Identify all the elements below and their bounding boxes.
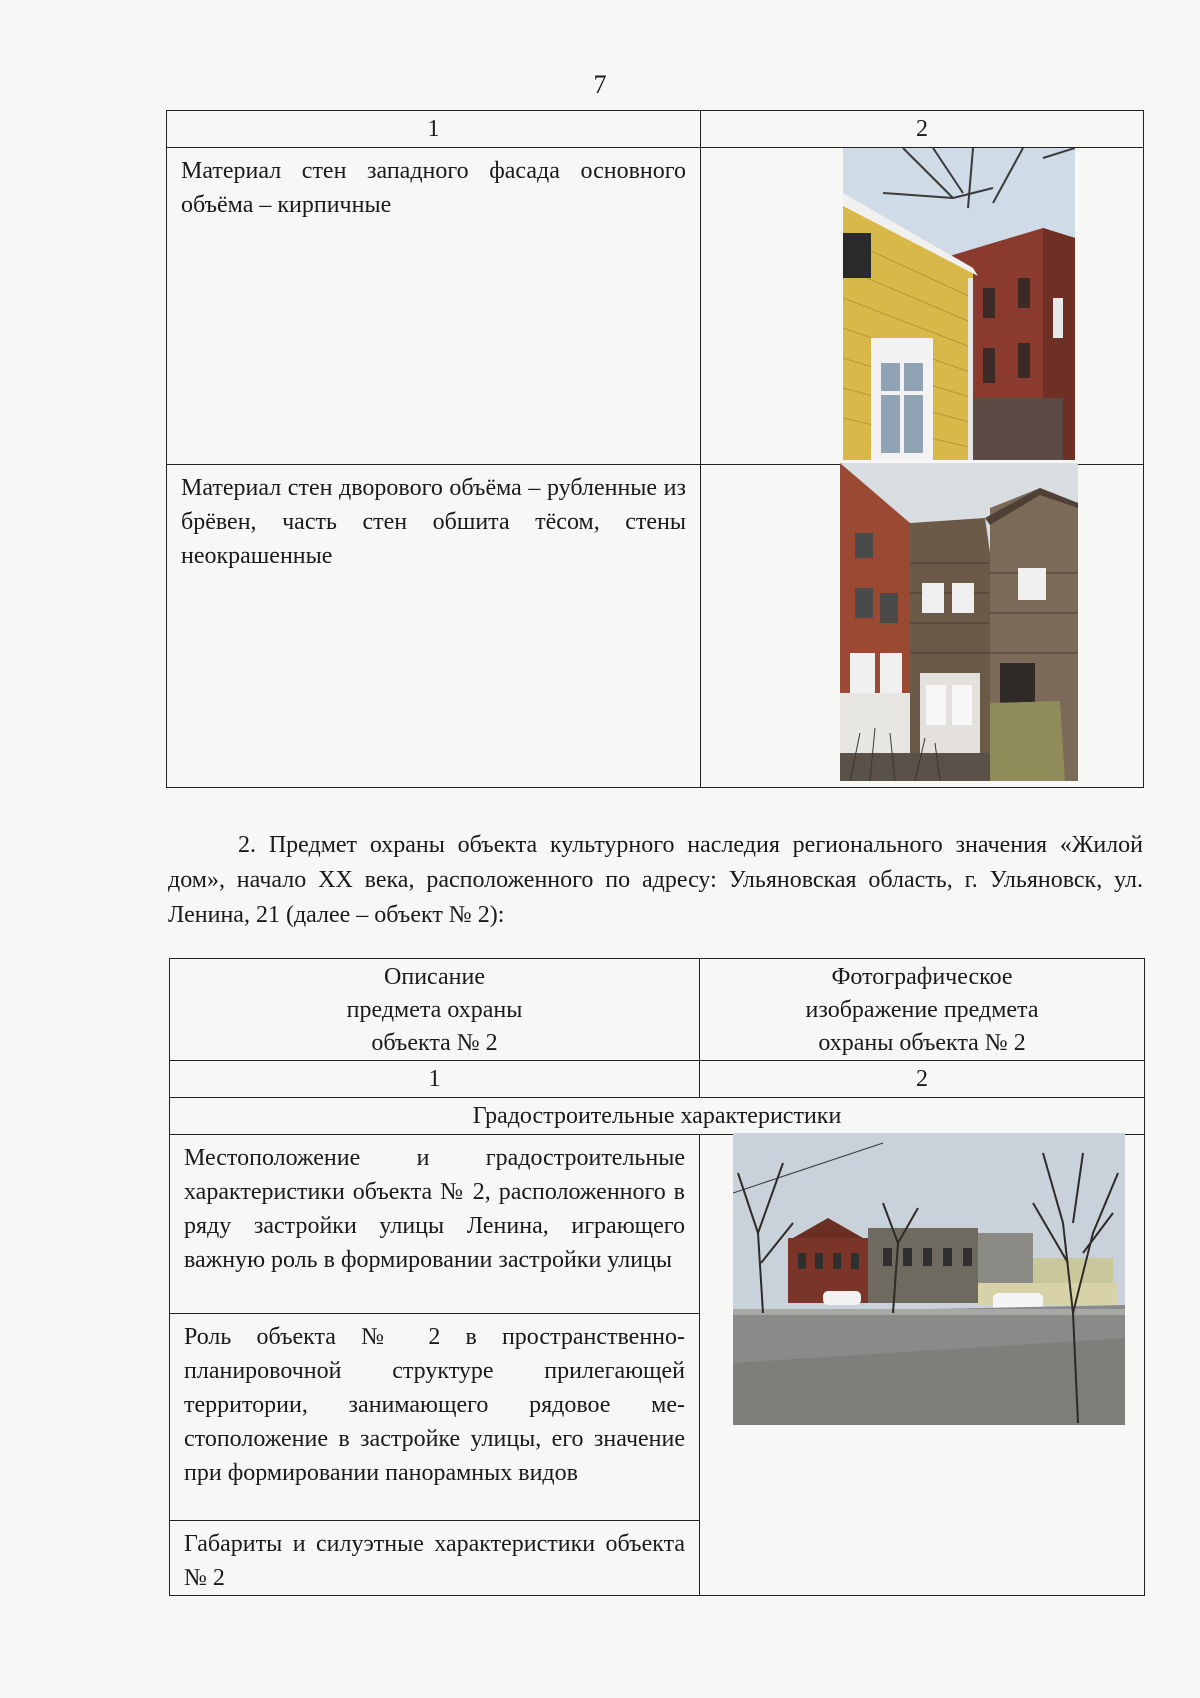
section-paragraph: 2. Предмет охраны объекта культурного наследия регионального значения «Жилой дом», начало XX века, расположенного по адресу: Ульяновская область, г. Ульяновск, ул. Ленина, 21 (далее – объект № 2): (168, 832, 1143, 928)
column-number-2: 2 (700, 1061, 1145, 1098)
header-line: предмета охраны (346, 997, 523, 1023)
header-line: охраны объекта № 2 (818, 1030, 1026, 1056)
photo-courtyard-volume (840, 463, 1078, 781)
header-line: объекта № 2 (371, 1030, 498, 1056)
header-line: Описание (384, 964, 485, 990)
header-line: изображение предмета (805, 997, 1039, 1023)
row-description: Материал стен дворового объёма – рубленные из брёвен, часть стен обшита тёсом, стены неокрашенные (167, 465, 701, 788)
row-description: Материал стен западного фасада основного объёма – кирпичные (167, 148, 701, 465)
header-line: Фотографическое (831, 964, 1013, 990)
row-description: Роль объекта № 2 в пространственно-планировочной структуре прилегающей территории, занимающего рядовое местоположение в застройке улицы, его значение при формировании панорамных видов (170, 1314, 700, 1521)
photo-west-facade (843, 148, 1075, 460)
column-number-2: 2 (701, 111, 1144, 148)
row-description: Местоположение и градостроительные характеристики объекта № 2, расположенного в ряду застройки улицы Ленина, играющего важную роль в формировании застройки улицы (170, 1135, 700, 1314)
column-number-1: 1 (170, 1061, 700, 1098)
column-number-1: 1 (167, 111, 701, 148)
header-photo (700, 959, 1145, 1061)
photo-street-view (733, 1133, 1125, 1425)
header-description (170, 959, 700, 1061)
page-number: 7 (593, 70, 607, 99)
row-description: Габариты и силуэтные характеристики объекта № 2 (170, 1521, 700, 1596)
section-title: Градостроительные характеристики (170, 1098, 1145, 1135)
